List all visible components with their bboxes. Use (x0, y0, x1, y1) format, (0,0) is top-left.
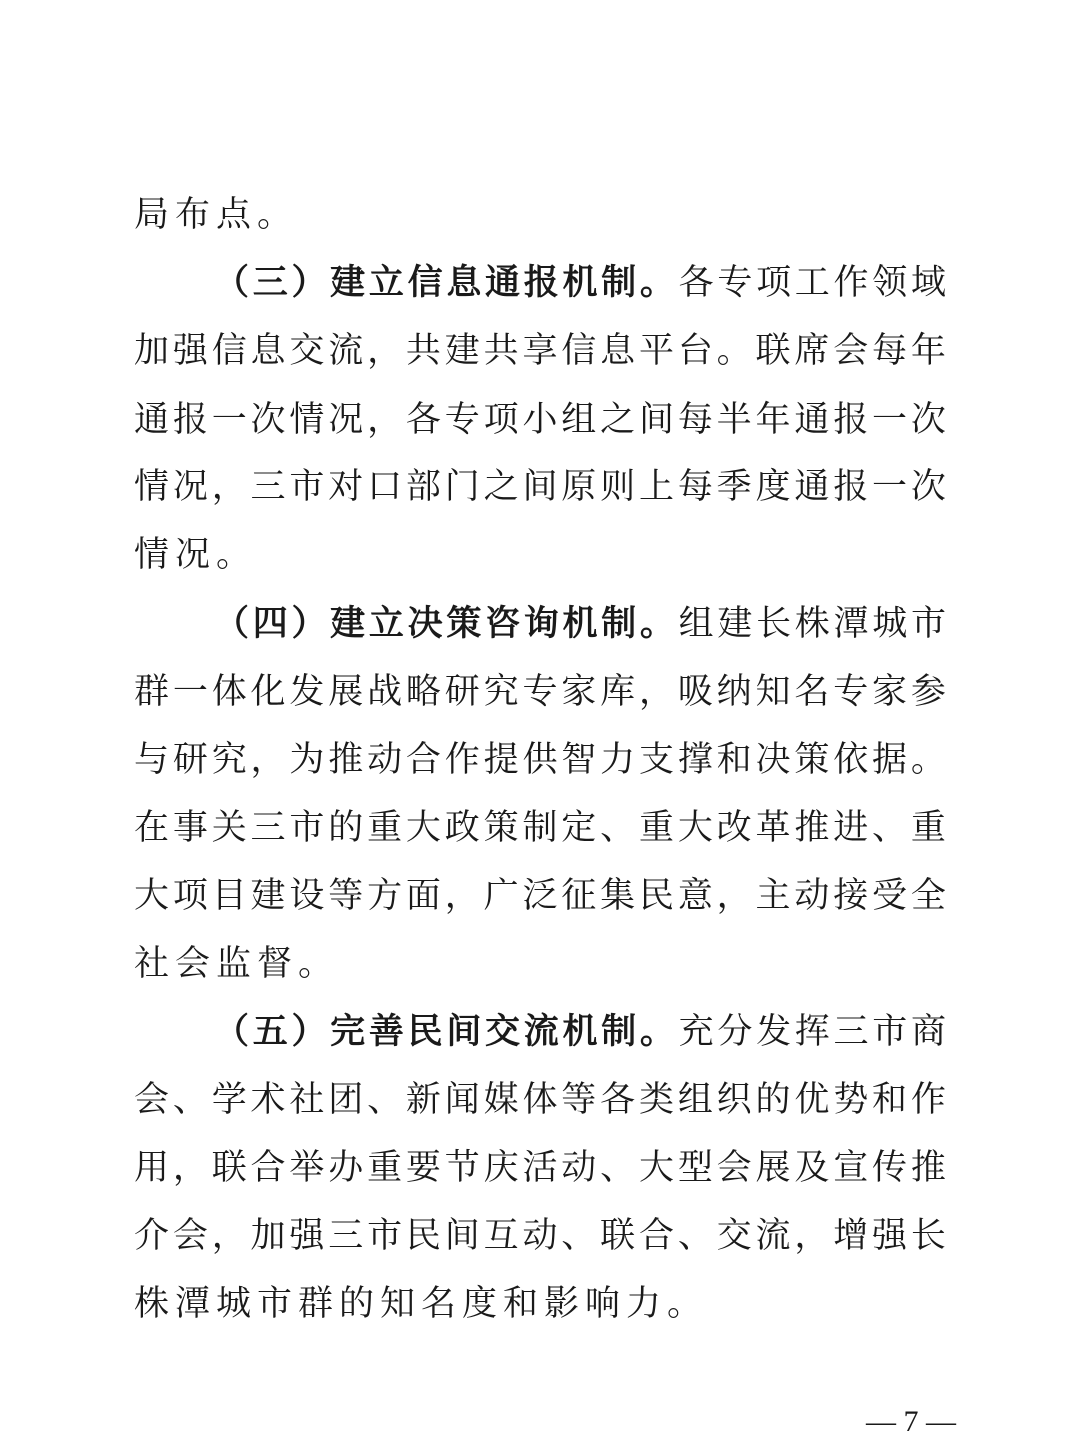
line-text-char: 合 (638, 1216, 674, 1256)
line-text-char: 专 (717, 263, 753, 303)
line-text-char: 依 (833, 740, 869, 780)
line-text-char: ， (211, 467, 247, 507)
line-text-char: 决 (755, 740, 791, 780)
line-text-char: 专 (833, 672, 869, 712)
line-text-char: 次 (250, 400, 286, 440)
line-text-char: 强 (872, 1216, 908, 1256)
line-text-char: 口 (367, 467, 403, 507)
section-5-heading-char: 间 (446, 1011, 482, 1052)
line-text-char: 大 (677, 808, 713, 848)
section-5-heading-char: 五 (252, 1011, 288, 1052)
line-text-char: 间 (522, 467, 558, 507)
line-text-char: 。 (910, 740, 946, 780)
line-text-char: 株 (794, 604, 830, 644)
line-text-char: 推 (794, 808, 830, 848)
line-text-char: 等 (328, 876, 364, 916)
line-text-char: 之 (600, 400, 636, 440)
line-text-char: 民 (405, 1216, 441, 1256)
line-text-char: 重 (367, 808, 403, 848)
line-text-char: 三 (250, 467, 286, 507)
line-text-char: ， (367, 331, 403, 371)
line-text-char: 集 (600, 876, 636, 916)
paragraph-line (134, 1148, 946, 1188)
line-text-char: 建 (250, 876, 286, 916)
line-text-char: 部 (405, 467, 441, 507)
line-text-char: 进 (833, 808, 869, 848)
line-text-char: 名 (794, 672, 830, 712)
line-text-char: 长 (756, 604, 792, 644)
paragraph-line (134, 672, 946, 712)
line-text-char: 城 (872, 604, 908, 644)
section-5-heading-char: 流 (523, 1011, 559, 1052)
section-3-heading-char: 通 (485, 262, 521, 303)
line-text-char: 究 (483, 672, 519, 712)
line-text-char: 媒 (483, 1080, 519, 1120)
line-text-char: 报 (833, 400, 869, 440)
section-3-heading-char: 制 (601, 262, 637, 303)
line-text-char: 长 (910, 1216, 946, 1256)
line-text-char: 各 (600, 1080, 636, 1120)
line-text-char: 领 (872, 263, 908, 303)
line-text-char: 推 (910, 1148, 946, 1188)
section-5-heading-char: ） (291, 1011, 327, 1052)
line-text-char: 推 (328, 740, 364, 780)
paragraph-line (134, 467, 946, 507)
line-text-char: 供 (522, 740, 558, 780)
line-text-char: 学 (211, 1080, 247, 1120)
section-4-heading-char: 决 (407, 603, 443, 644)
section-3-heading-char: 机 (562, 262, 598, 303)
line-text-char: 合 (250, 1148, 286, 1188)
line-text-char: 策 (794, 740, 830, 780)
line-text-char: 动 (561, 1148, 597, 1188)
section-4-heading-char: 策 (446, 603, 482, 644)
line-text-char: 闻 (444, 1080, 480, 1120)
line-text-char: 、 (872, 808, 908, 848)
line-text-char: 潭 (833, 604, 869, 644)
line-text-char: 知 (755, 672, 791, 712)
line-text-char: 强 (289, 1216, 325, 1256)
line-text-char: 市 (910, 604, 946, 644)
line-text-char: 半 (716, 400, 752, 440)
line-text-char: 建 (444, 331, 480, 371)
line-text-char: 为 (289, 740, 325, 780)
line-text-char: 制 (522, 808, 558, 848)
line-text: 局布点。 (134, 195, 299, 235)
line-text-char: 增 (833, 1216, 869, 1256)
line-text-char: 庆 (483, 1148, 519, 1188)
line-text-char: 互 (483, 1216, 519, 1256)
line-text-char: 三 (250, 808, 286, 848)
line-text-char: 政 (444, 808, 480, 848)
line-text-char: 专 (522, 672, 558, 712)
line-text-char: 作 (444, 740, 480, 780)
line-text-char: 组 (678, 604, 714, 644)
section-5-first-line (214, 1012, 946, 1052)
line-text-char: 共 (483, 331, 519, 371)
line-text-char: 三 (328, 1216, 364, 1256)
line-text-char: 征 (561, 876, 597, 916)
section-5-heading-char: 完 (330, 1011, 366, 1052)
section-4-heading-char: （ (214, 603, 250, 644)
line-text-char: 参 (910, 672, 946, 712)
line-text-char: 各 (405, 400, 441, 440)
line-text-char: 要 (405, 1148, 441, 1188)
line-text-char: 全 (910, 876, 946, 916)
line-text-char: 究 (211, 740, 247, 780)
line-text-char: 项 (756, 263, 792, 303)
line-text-char: 术 (250, 1080, 286, 1120)
line-text-char: 次 (910, 400, 946, 440)
line-text-char: 、 (677, 1216, 713, 1256)
line-text-char: 组 (561, 400, 597, 440)
line-text-char: 战 (367, 672, 403, 712)
line-text-char: 情 (289, 400, 325, 440)
section-3-heading-char: 三 (252, 262, 288, 303)
line-text-char: 通 (794, 467, 830, 507)
line-text-char: 设 (289, 876, 325, 916)
line-text-char: 一 (872, 467, 908, 507)
paragraph-line (134, 740, 946, 780)
line-text-char: 重 (910, 808, 946, 848)
line-text-char: 支 (638, 740, 674, 780)
line-text-char: 平 (638, 331, 674, 371)
section-4-heading-char: 建 (330, 603, 366, 644)
line-text-char: 况 (328, 400, 364, 440)
line-text-char: 作 (910, 1080, 946, 1120)
line-text-char: 吸 (677, 672, 713, 712)
line-text-char: 年 (910, 331, 946, 371)
line-text-char: 会 (134, 1080, 170, 1120)
page-number: — 7 — (866, 1405, 956, 1438)
section-3-heading-char: 建 (330, 262, 366, 303)
section-3-heading-char: 立 (368, 262, 404, 303)
line-text-char: 分 (717, 1012, 753, 1052)
section-3-heading-char: （ (214, 262, 250, 303)
line-text-char: ， (716, 876, 752, 916)
line-text-char: 和 (872, 1080, 908, 1120)
line-text-char: 等 (561, 1080, 597, 1120)
line-text-char: 传 (872, 1148, 908, 1188)
line-text-char: 、 (600, 808, 636, 848)
line-text-char: 对 (328, 467, 364, 507)
line-text-char: 类 (638, 1080, 674, 1120)
section-5-heading-char: 交 (485, 1011, 521, 1052)
section-3-heading-char: 息 (446, 262, 482, 303)
line-text-char: 面 (405, 876, 441, 916)
line-text-char: 动 (522, 1216, 558, 1256)
line-text-char: 改 (716, 808, 752, 848)
section-4-heading-char: 询 (523, 603, 559, 644)
line-text-char: 会 (833, 331, 869, 371)
line-text-char: 接 (833, 876, 869, 916)
line-text-char: 联 (211, 1148, 247, 1188)
line-text-char: 加 (250, 1216, 286, 1256)
line-text-char: 大 (134, 876, 170, 916)
line-text-char: 意 (677, 876, 713, 916)
line-text-char: 、 (561, 1216, 597, 1256)
section-3-first-line (214, 263, 946, 303)
line-text-char: 家 (561, 672, 597, 712)
line-text-char: 主 (755, 876, 791, 916)
line-text-char: 联 (755, 331, 791, 371)
line-text-char: 市 (872, 1012, 908, 1052)
line-text-char: 、 (172, 1080, 208, 1120)
section-5-heading-char: 制 (601, 1011, 637, 1052)
line-text-char: 革 (755, 808, 791, 848)
line-text-char: 间 (638, 400, 674, 440)
line-text-char: 策 (483, 808, 519, 848)
line-text-char: 展 (328, 672, 364, 712)
line-text-char: 用 (134, 1148, 170, 1188)
line-text-char: ， (794, 1216, 830, 1256)
line-text-char: 挥 (794, 1012, 830, 1052)
line-text-char: 定 (561, 808, 597, 848)
line-text-char: 上 (638, 467, 674, 507)
line-text-char: 及 (794, 1148, 830, 1188)
line-text-char: 交 (289, 331, 325, 371)
line-text-char: 在 (134, 808, 170, 848)
line-text-char: 每 (677, 400, 713, 440)
line-text-char: 织 (716, 1080, 752, 1120)
paragraph-line (134, 1080, 946, 1120)
line-text-char: 的 (328, 808, 364, 848)
paragraph-line (134, 331, 946, 371)
line-text-char: 关 (211, 808, 247, 848)
line-text-char: 广 (483, 876, 519, 916)
line-text-char: 席 (794, 331, 830, 371)
line-text-char: 报 (172, 400, 208, 440)
line-text-char: 重 (638, 808, 674, 848)
section-5-heading-char: 民 (407, 1011, 443, 1052)
line-text-char: 大 (638, 1148, 674, 1188)
line-text-char: 情 (134, 467, 170, 507)
line-text-char: 群 (134, 672, 170, 712)
line-text-char: 节 (444, 1148, 480, 1188)
line-text-char: 一 (211, 400, 247, 440)
section-5-heading-char: 机 (562, 1011, 598, 1052)
paragraph-line (134, 944, 946, 984)
line-text-char: 活 (522, 1148, 558, 1188)
line-text-char: 大 (405, 808, 441, 848)
line-text-char: 动 (367, 740, 403, 780)
line-text-char: 台 (677, 331, 713, 371)
line-text-char: 则 (600, 467, 636, 507)
line-text-char: 专 (444, 400, 480, 440)
line-text-char: 力 (600, 740, 636, 780)
line-text-char: 强 (172, 331, 208, 371)
section-4-heading-char: 机 (562, 603, 598, 644)
line-text-char: 况 (172, 467, 208, 507)
line-text-char: 目 (211, 876, 247, 916)
line-text-char: 每 (677, 467, 713, 507)
line-text: 株潭城市群的知名度和影响力。 (134, 1284, 709, 1324)
line-text-char: 季 (716, 467, 752, 507)
section-3-heading-char: 报 (523, 262, 559, 303)
paragraph-line (134, 876, 946, 916)
line-text-char: ， (250, 740, 286, 780)
line-text-char: 据 (872, 740, 908, 780)
paragraph-line (134, 400, 946, 440)
line-text-char: 团 (328, 1080, 364, 1120)
section-4-heading-char: 。 (639, 603, 675, 644)
line-text-char: 民 (638, 876, 674, 916)
line-text-char: 充 (678, 1012, 714, 1052)
line-text-char: 优 (794, 1080, 830, 1120)
line-text-char: ， (638, 672, 674, 712)
line-text-char: 三 (833, 1012, 869, 1052)
line-text-char: 流 (755, 1216, 791, 1256)
line-text-char: 智 (561, 740, 597, 780)
line-text-char: 重 (367, 1148, 403, 1188)
line-text-char: 小 (522, 400, 558, 440)
line-text-char: 、 (367, 1080, 403, 1120)
line-text-char: 间 (444, 1216, 480, 1256)
line-text-char: 发 (756, 1012, 792, 1052)
line-text-char: 市 (289, 808, 325, 848)
paragraph-line (134, 1216, 946, 1256)
paragraph-line (134, 808, 946, 848)
line-text-char: 办 (328, 1148, 364, 1188)
section-4-heading-char: 四 (252, 603, 288, 644)
line-text-char: 项 (483, 400, 519, 440)
line-text-char: 流 (328, 331, 364, 371)
line-text-char: ， (211, 1216, 247, 1256)
line-text-char: 交 (716, 1216, 752, 1256)
line-text-char: 研 (444, 672, 480, 712)
line-text-char: 介 (134, 1216, 170, 1256)
section-3-heading-char: 。 (639, 262, 675, 303)
line-text-char: 体 (522, 1080, 558, 1120)
section-5-heading-char: 善 (368, 1011, 404, 1052)
line-text-char: 商 (910, 1012, 946, 1052)
line-text-char: 库 (600, 672, 636, 712)
line-text-char: 市 (367, 1216, 403, 1256)
line-text-char: 提 (483, 740, 519, 780)
line-text-char: 事 (172, 808, 208, 848)
paragraph-line (134, 535, 946, 575)
line-text-char: 撑 (677, 740, 713, 780)
line-text-char: 和 (716, 740, 752, 780)
line-text-char: 体 (211, 672, 247, 712)
line-text-char: ， (172, 1148, 208, 1188)
section-5-heading-char: （ (214, 1011, 250, 1052)
line-text-char: 社 (289, 1080, 325, 1120)
line-text-char: 与 (134, 740, 170, 780)
line-text-char: 息 (250, 331, 286, 371)
line-text-char: 通 (794, 400, 830, 440)
line-text-char: 享 (522, 331, 558, 371)
line-text-char: 势 (833, 1080, 869, 1120)
line-text-char: 发 (289, 672, 325, 712)
line-text-char: 工 (794, 263, 830, 303)
line-text-char: 每 (872, 331, 908, 371)
line-text-char: 各 (678, 263, 714, 303)
line-text-char: 新 (405, 1080, 441, 1120)
line-text-char: 息 (600, 331, 636, 371)
line-text-char: 项 (172, 876, 208, 916)
line-text-char: 一 (872, 400, 908, 440)
line-text-char: 市 (289, 467, 325, 507)
line-text-char: 之 (483, 467, 519, 507)
line-text-char: 通 (134, 400, 170, 440)
line-text-char: 度 (755, 467, 791, 507)
line-text-char: 方 (367, 876, 403, 916)
line-text-char: 受 (872, 876, 908, 916)
section-4-first-line (214, 604, 946, 644)
line-text-char: 。 (716, 331, 752, 371)
section-3-heading-char: 信 (407, 262, 443, 303)
line-text-char: 型 (677, 1148, 713, 1188)
line-text-char: 共 (405, 331, 441, 371)
section-5-heading-char: 。 (639, 1011, 675, 1052)
line-text-char: 、 (600, 1148, 636, 1188)
line-text-char: 原 (561, 467, 597, 507)
line-text-char: 作 (833, 263, 869, 303)
line-text-char: 联 (600, 1216, 636, 1256)
line-text: 社会监督。 (134, 944, 340, 984)
line-text-char: 动 (794, 876, 830, 916)
line-text-char: 信 (561, 331, 597, 371)
paragraph-line (134, 1284, 946, 1324)
line-text-char: 门 (444, 467, 480, 507)
paragraph-line (134, 195, 946, 235)
line-text-char: 宣 (833, 1148, 869, 1188)
line-text-char: 纳 (716, 672, 752, 712)
line-text-char: 组 (677, 1080, 713, 1120)
line-text-char: 信 (211, 331, 247, 371)
line-text-char: 泛 (522, 876, 558, 916)
line-text-char: 建 (717, 604, 753, 644)
line-text-char: 举 (289, 1148, 325, 1188)
line-text-char: 的 (755, 1080, 791, 1120)
line-text-char: 合 (405, 740, 441, 780)
line-text-char: 加 (134, 331, 170, 371)
section-3-heading-char: ） (291, 262, 327, 303)
line-text-char: ， (367, 400, 403, 440)
section-4-heading-char: 立 (368, 603, 404, 644)
line-text-char: 域 (910, 263, 946, 303)
line-text-char: 一 (172, 672, 208, 712)
line-text-char: 年 (755, 400, 791, 440)
line-text-char: 家 (872, 672, 908, 712)
line-text-char: 会 (172, 1216, 208, 1256)
line-text-char: ， (444, 876, 480, 916)
line-text-char: 会 (716, 1148, 752, 1188)
section-4-heading-char: 咨 (485, 603, 521, 644)
line-text-char: 略 (405, 672, 441, 712)
line-text-char: 研 (172, 740, 208, 780)
line-text-char: 报 (833, 467, 869, 507)
line-text-char: 次 (910, 467, 946, 507)
section-4-heading-char: 制 (601, 603, 637, 644)
line-text-char: 化 (250, 672, 286, 712)
line-text: 情况。 (134, 535, 258, 575)
line-text-char: 展 (755, 1148, 791, 1188)
section-4-heading-char: ） (291, 603, 327, 644)
